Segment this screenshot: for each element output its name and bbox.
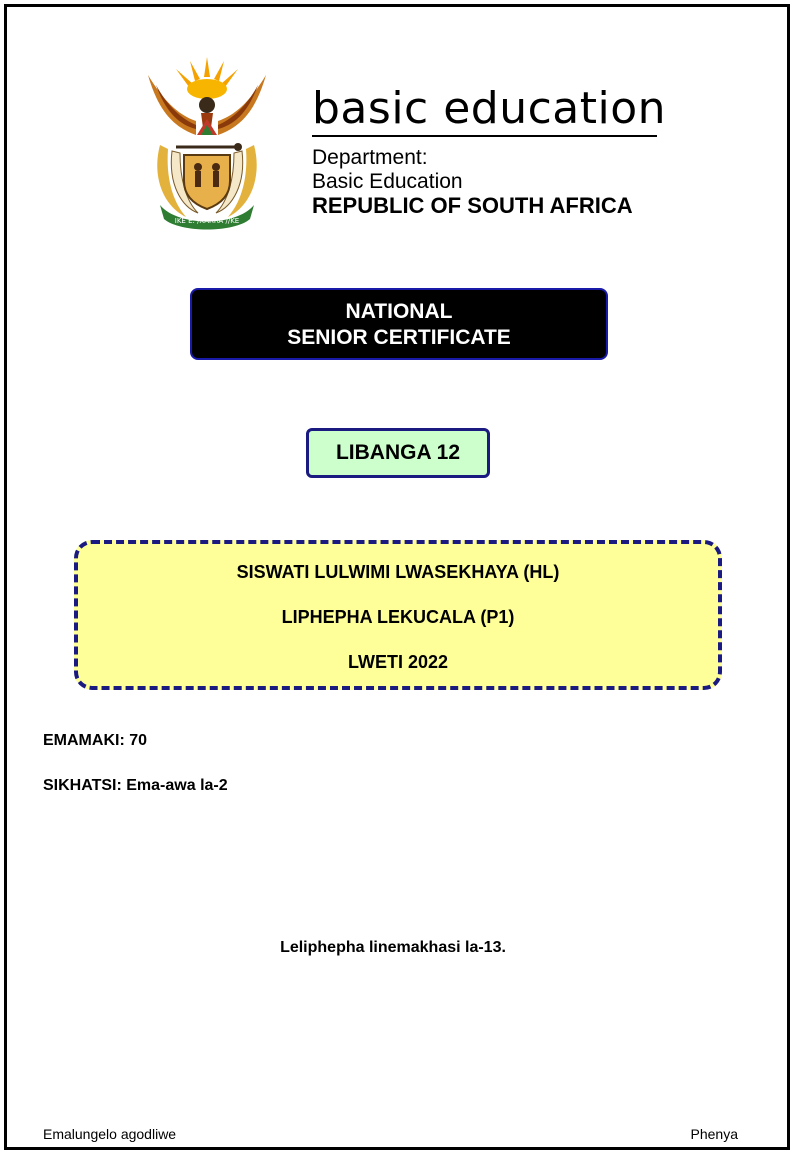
brand-divider (312, 135, 657, 137)
page-count-note: Leliphepha linemakhasi la-13. (280, 939, 506, 956)
turn-over-footer: Phenya (690, 1126, 738, 1142)
grade-box: LIBANGA 12 (306, 428, 490, 478)
time-info: SIKHATSI: Ema-awa la-2 (43, 777, 228, 794)
brand-title: basic education (312, 83, 667, 134)
paper-title: LIPHEPHA LEKUCALA (P1) (281, 607, 515, 627)
subject-box (74, 540, 722, 690)
certificate-line-2: SENIOR CERTIFICATE (287, 326, 511, 349)
country-name: REPUBLIC OF SOUTH AFRICA (312, 193, 633, 218)
department-label: Department: (312, 146, 428, 169)
marks-info: EMAMAKI: 70 (43, 732, 148, 749)
exam-session: LWETI 2022 (347, 652, 449, 672)
certificate-line-1: NATIONAL (345, 300, 453, 323)
crest-motto: IKE E: /XARRA //KE (174, 217, 240, 225)
certificate-box (190, 288, 608, 360)
subject-title: SISWATI LULWIMI LWASEKHAYA (HL) (236, 562, 560, 582)
coat-of-arms-icon (138, 55, 276, 231)
copyright-footer: Emalungelo agodliwe (43, 1126, 177, 1142)
department-name: Basic Education (312, 170, 463, 193)
